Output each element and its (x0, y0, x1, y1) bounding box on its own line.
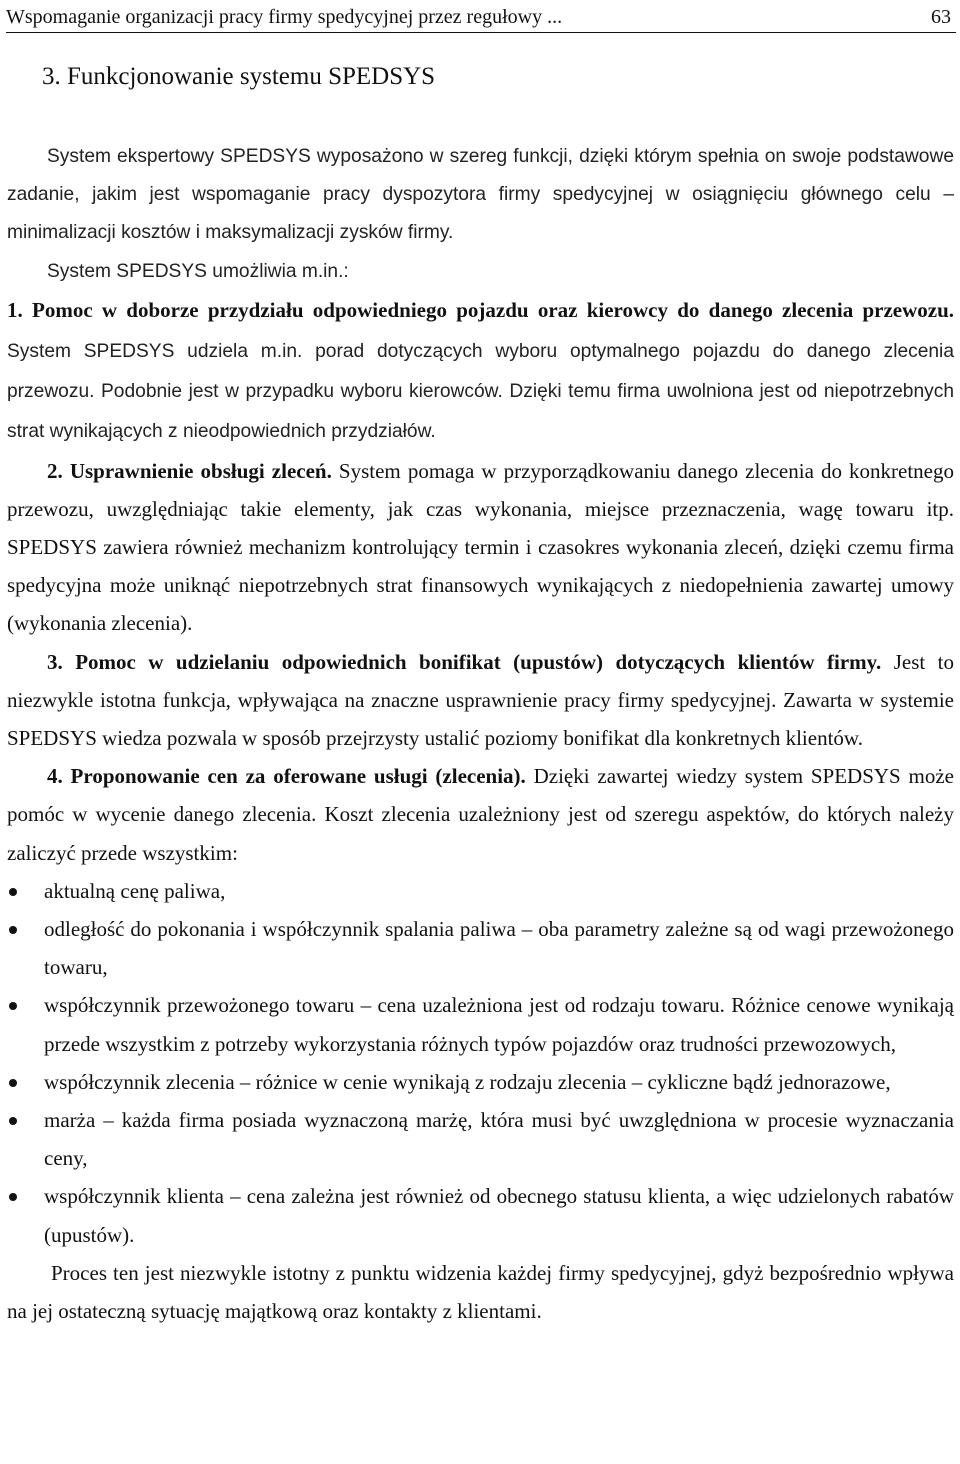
list-item (7, 1177, 954, 1253)
function-item-2-heading: 2. Usprawnienie obsługi zleceń. (47, 458, 332, 483)
closing-paragraph: Proces ten jest niezwykle istotny z punktu widzenia każdej firmy spedycyjnej, gdyż bezpośrednio wpływa na jej ostateczną sytuację majątkową oraz kontakty z klientami. (7, 1260, 954, 1324)
list-item-text: współczynnik przewożonego towaru – cena uzależniona jest od rodzaju towaru. Różnice cenowe wynikają przede wszystkim z potrzeby wykorzystania różnych typów pojazdów oraz trudności przewozowych, (44, 993, 954, 1056)
document-body (7, 138, 954, 1330)
bullet-icon (9, 1079, 17, 1087)
bullet-icon (9, 926, 17, 934)
bullet-icon (9, 1193, 17, 1201)
bullet-icon (9, 888, 17, 896)
list-item (7, 1101, 954, 1177)
running-header (6, 2, 956, 33)
bullet-icon (9, 1117, 17, 1125)
bullet-icon (9, 1002, 17, 1010)
cost-factors-list (7, 872, 954, 1254)
function-item-4-text: Dzięki zawartej wiedzy system SPEDSYS może pomóc w wycenie danego zlecenia. Koszt zlecenia uzależniony jest od szeregu aspektów, do których należy zaliczyć przede wszystkim: (7, 764, 954, 865)
list-item-text: aktualną cenę paliwa, (44, 878, 226, 903)
list-item (7, 872, 954, 910)
function-item-4 (7, 757, 954, 872)
function-item-4-heading: 4. Proponowanie cen za oferowane usługi (zlecenia). (47, 764, 526, 789)
function-item-3-text: Jest to niezwykle istotna funkcja, wpływająca na znaczne usprawnienie pracy firmy spedycyjnej. Zawarta w systemie SPEDSYS wiedza pozwala w sposób przejrzysty ustalić poziomy bonifikat dla konkretnych klientów. (7, 649, 954, 751)
function-item-3 (7, 643, 954, 758)
list-item (7, 986, 954, 1062)
intro-paragraph: System ekspertowy SPEDSYS wyposażono w szereg funkcji, dzięki którym spełnia on swoje podstawowe zadanie, jakim jest wspomaganie pracy dyspozytora firmy spedycyjnej w osiągnięciu głównego celu – minimalizacji kosztów i maksymalizacji zysków firmy. (7, 146, 954, 244)
function-item-1 (7, 291, 954, 452)
list-item-text: marża – każda firma posiada wyznaczoną marżę, która musi być uwzględniona w procesie wyznaczania ceny, (44, 1108, 954, 1171)
function-item-2 (7, 452, 954, 643)
function-item-3-heading: 3. Pomoc w udzielaniu odpowiednich bonifikat (upustów) dotyczących klientów firmy. (47, 649, 882, 674)
header-title: Wspomaganie organizacji pracy firmy spedycyjnej przez regułowy ... (6, 6, 563, 28)
function-item-1-heading: 1. Pomoc w doborze przydziału odpowiedniego pojazdu oraz kierowcy do danego zlecenia przewozu. (7, 297, 954, 322)
list-item (7, 1063, 954, 1101)
function-item-1-text: System SPEDSYS udziela m.in. porad dotyczących wyboru optymalnego pojazdu do danego zlecenia przewozu. Podobnie jest w przypadku wyboru kierowców. Dzięki temu firma uwolniona jest od niepotrzebnych strat wynikających z nieodpowiednich przydziałów. (7, 341, 954, 443)
list-item (7, 910, 954, 986)
function-item-2-text: System pomaga w przyporządkowaniu danego zlecenia do konkretnego przewozu, uwzględniając takie elementy, jak czas wykonania, miejsce przeznaczenia, wagę towaru itp. SPEDSYS zawiera również mechanizm kontrolujący termin i czasokres wykonania zleceń, dzięki czemu firma spedycyjna może uniknąć niepotrzebnych strat finansowych wynikających z niedopełnienia zawartej umowy (wykonania zlecenia). (7, 458, 954, 636)
list-item-text: współczynnik zlecenia – różnice w cenie wynikają z rodzaju zlecenia – cykliczne bądź jednorazowe, (44, 1069, 891, 1094)
section-title: 3. Funkcjonowanie systemu SPEDSYS (42, 63, 436, 90)
intro-enables: System SPEDSYS umożliwia m.in.: (47, 260, 349, 282)
list-item-text: odległość do pokonania i współczynnik spalania paliwa – oba parametry zależne są od wagi przewożonego towaru, (44, 917, 954, 980)
list-item-text: współczynnik klienta – cena zależna jest również od obecnego statusu klienta, a więc udzielonych rabatów (upustów). (44, 1184, 954, 1247)
page-number: 63 (931, 6, 951, 28)
